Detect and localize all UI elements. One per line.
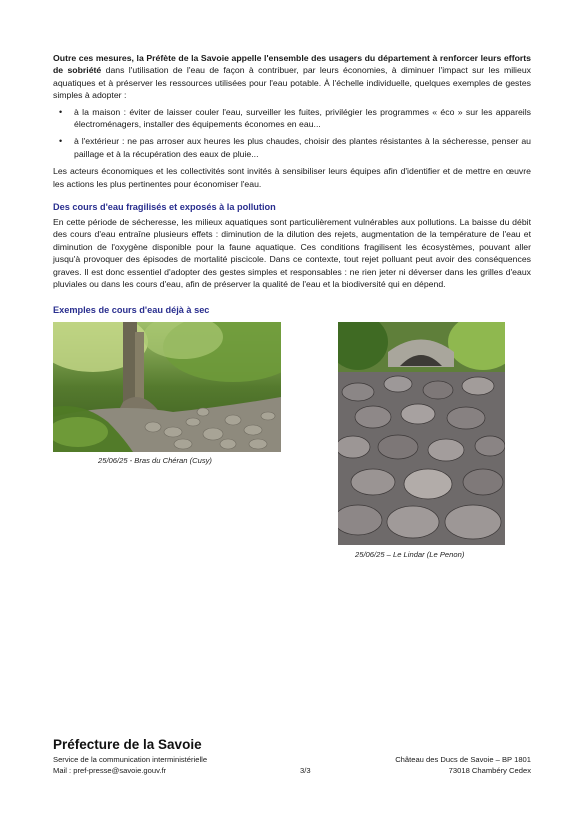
- gestes-list: [53, 106, 531, 161]
- footer-address-1: Château des Ducs de Savoie – BP 1801: [395, 755, 531, 764]
- footer-service: Service de la communication interministérielle: [53, 755, 208, 764]
- intro-bold: Outre ces mesures, la Préfète de la Savoie appelle l'ensemble des usagers du département à renforcer leurs efforts de sobriété: [53, 53, 531, 76]
- photo-le-lindar: [338, 322, 505, 545]
- footer-address-2: 73018 Chambéry Cedex: [448, 766, 531, 775]
- bullet-icon: •: [59, 106, 63, 117]
- intro-paragraph: [53, 52, 531, 102]
- section-heading-exemples: Exemples de cours d'eau déjà à sec: [53, 304, 210, 315]
- list-item-text: à la maison : éviter de laisser couler l'eau, surveiller les fuites, privilégier les programmes « éco » sur les appareils électroménagers, installer des équipements économes en eau...: [74, 106, 531, 130]
- page-content: [53, 52, 531, 572]
- photo-caption-left: 25/06/25 - Bras du Chéran (Cusy): [98, 455, 212, 465]
- photo-bras-du-cheran: [53, 322, 281, 452]
- footer-title: Préfecture de la Savoie: [53, 737, 202, 752]
- photos-area: [53, 322, 531, 572]
- footer-details: [53, 754, 531, 778]
- bullet-icon: •: [59, 136, 63, 147]
- page-footer: [53, 737, 531, 778]
- page-number: 3/3: [300, 766, 311, 775]
- footer-right: [395, 754, 531, 776]
- pollution-paragraph: En cette période de sécheresse, les milieux aquatiques sont particulièrement vulnérables aux pollutions. La baisse du débit des cours d'eau entraîne plusieurs effets : diminution de la dilution des rejets, augmentation de la température de l'eau et diminution de l'oxygène disponible pour la faune aquatique. Ces conditions fragilisent les écosystèmes, pouvant aller jusqu'à provoquer des épisodes de mortalité piscicole. Dans ce contexte, tout rejet polluant peut avoir des conséquences graves. Il est donc essentiel d'adopter des gestes simples et responsables : ne rien jeter ni déverser dans les grilles d'eaux pluviales ou dans les cours d'eau, afin de préserver la qualité de l'eau et la biodiversité qui en dépend.: [53, 217, 531, 290]
- footer-left: [53, 754, 207, 776]
- list-item: [53, 135, 531, 160]
- list-item-text: à l'extérieur : ne pas arroser aux heures les plus chaudes, choisir des plantes résistantes à la sécheresse, penser au paillage et à la récupération des eaux de pluie...: [74, 136, 531, 159]
- photo-caption-right: 25/06/25 – Le Lindar (Le Penon): [355, 549, 465, 559]
- list-item: [53, 106, 531, 131]
- section-heading-pollution: Des cours d'eau fragilisés et exposés à la pollution: [53, 202, 276, 213]
- footer-mail: Mail : pref-presse@savoie.gouv.fr: [53, 766, 167, 775]
- intro-rest: dans l'utilisation de l'eau de façon à contribuer, par leurs économies, à diminuer l'impact sur les milieux aquatiques et à préserver les ressources utilisées pour l'eau potable. À l'échelle individuelle, quelques exemples de gestes simples à adopter :: [53, 65, 531, 101]
- acteurs-paragraph: Les acteurs économiques et les collectivités sont invités à sensibiliser leurs équipes afin d'identifier et de mettre en œuvre les actions les plus pertinentes pour économiser l'eau.: [53, 166, 531, 189]
